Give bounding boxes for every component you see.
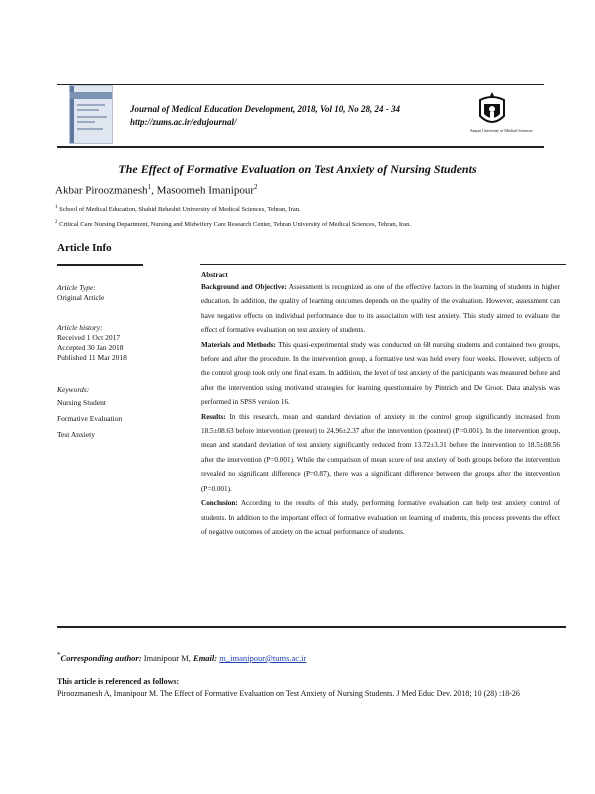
keywords-block xyxy=(57,384,122,443)
author-separator: , xyxy=(151,184,157,197)
affiliation-marker: 1 xyxy=(147,183,152,191)
results-text: In this research, mean and standard deviation of anxiety in the control group significantly increased from 18.5±08.63 before intervention (pretest) to 24.96±2.37 after the intervention (posttest) (P=0.001). In the intervention group, mean and standard deviation of test anxiety significantly reduced from 13.72±3.31 before the intervention to 18.5±08.56 after the intervention (P=0.001). While the comparison of mean score of test anxiety of both groups before the intervention revealed no significant difference (P=0.87), there was a significant difference between the groups after the intervention (P=0.001). xyxy=(201,412,560,493)
affiliation-text: Critical Care Nursing Department, Nursing and Midwifery Care Research Center, Tehran University of Medical Sciences, Tehran, Iran. xyxy=(57,221,411,229)
conclusion-text: According to the results of this study, performing formative evaluation can help test anxiety control of students. In addition to the important effect of formative evaluation on learning of students, this process prevents the effect of negative outcomes of anxiety on the actual performance of students. xyxy=(201,499,560,536)
article-info-rule xyxy=(57,264,143,266)
keywords-label: Keywords: xyxy=(57,385,90,394)
email-link[interactable]: m_imanipour@tums.ac.ir xyxy=(219,652,307,663)
keyword-item: Test Anxiety xyxy=(57,430,96,439)
affiliation-2 xyxy=(55,220,411,228)
affiliation-text: School of Medical Education, Shahid Beheshti University of Medical Sciences, Tehran, Iran. xyxy=(57,206,301,214)
abstract-methods xyxy=(201,338,560,410)
journal-url[interactable]: http://zums.ac.ir/edujournal/ xyxy=(130,117,237,127)
abstract-top-rule xyxy=(200,264,566,265)
affiliation-1 xyxy=(55,205,301,213)
abstract-results xyxy=(201,410,560,496)
methods-heading: Materials and Methods: xyxy=(201,340,276,349)
article-history-label: Article history: xyxy=(57,323,103,332)
keyword-item: Formative Evaluation xyxy=(57,414,123,423)
received-date: Received 1 Oct 2017 xyxy=(57,333,121,342)
journal-cover-image xyxy=(69,85,113,144)
keyword-item: Nursing Student xyxy=(57,398,106,407)
article-history-block xyxy=(57,323,127,363)
published-date: Published 11 Mar 2018 xyxy=(57,353,127,362)
journal-header xyxy=(130,103,400,129)
logo-caption: Zanjan University of Medical Sciences xyxy=(470,128,533,133)
conclusion-heading: Conclusion: xyxy=(201,499,238,508)
article-info-heading: Article Info xyxy=(57,242,112,254)
abstract-background xyxy=(201,280,560,338)
article-type-value: Original Article xyxy=(57,293,105,302)
results-heading: Results: xyxy=(201,412,226,421)
asterisk-marker: * xyxy=(57,651,61,659)
header-top-rule xyxy=(57,84,544,85)
citation-heading: This article is referenced as follows: xyxy=(57,677,180,686)
abstract-bottom-rule xyxy=(57,626,566,628)
abstract-section xyxy=(201,270,560,539)
corresponding-name: Imanipour M, xyxy=(141,652,194,663)
corresponding-author xyxy=(57,651,306,663)
affiliation-number: 2 xyxy=(55,220,58,225)
journal-citation-line: Journal of Medical Education Development, 2018, Vol 10, No 28, 24 - 34 xyxy=(130,104,400,114)
author-name: Masoomeh Imanipour xyxy=(156,184,255,197)
accepted-date: Accepted 30 Jan 2018 xyxy=(57,343,124,352)
background-heading: Background and Objective: xyxy=(201,283,287,291)
author-list xyxy=(55,183,258,197)
author-name: Akbar Piroozmanesh xyxy=(55,184,148,197)
university-logo-icon xyxy=(474,90,510,130)
article-type-block xyxy=(57,283,104,303)
header-bottom-rule xyxy=(57,146,544,148)
affiliation-number: 1 xyxy=(55,205,58,210)
paper-title: The Effect of Formative Evaluation on Test Anxiety of Nursing Students xyxy=(118,162,477,176)
corresponding-label: Corresponding author: xyxy=(60,652,142,663)
affiliation-marker: 2 xyxy=(254,183,258,191)
email-label: Email: xyxy=(193,652,218,663)
abstract-title: Abstract xyxy=(201,271,228,279)
background-text: Assessment is recognized as one of the effective factors in the learning of students in higher education. In addition, the quality of learning outcomes depends on the quality of the evaluation. However, assessment can have negative effects on individual performance due to its association with test anxiety. This study aimed to evaluate the effect of formative evaluation on test anxiety of students. xyxy=(201,283,560,335)
methods-text: This quasi-experimental study was conducted on 68 nursing students and contained two groups, before and after the procedure. In the intervention group, a formative test was held every four weeks. However, subjects of the control group took only one final exam. In addition, the level of test anxiety of the participants was measured before and after the intervention using motivated strategies for learning questionnaire by Pintrich and De Groot. Data analysis was performed in SPSS version 16. xyxy=(201,340,560,407)
citation-text: Piroozmanesh A, Imanipour M. The Effect of Formative Evaluation on Test Anxiety of Nursing Students. J Med Educ Dev. 2018; 10 (28) :18-26 xyxy=(57,689,520,698)
article-type-label: Article Type: xyxy=(57,283,96,292)
abstract-conclusion xyxy=(201,496,560,539)
